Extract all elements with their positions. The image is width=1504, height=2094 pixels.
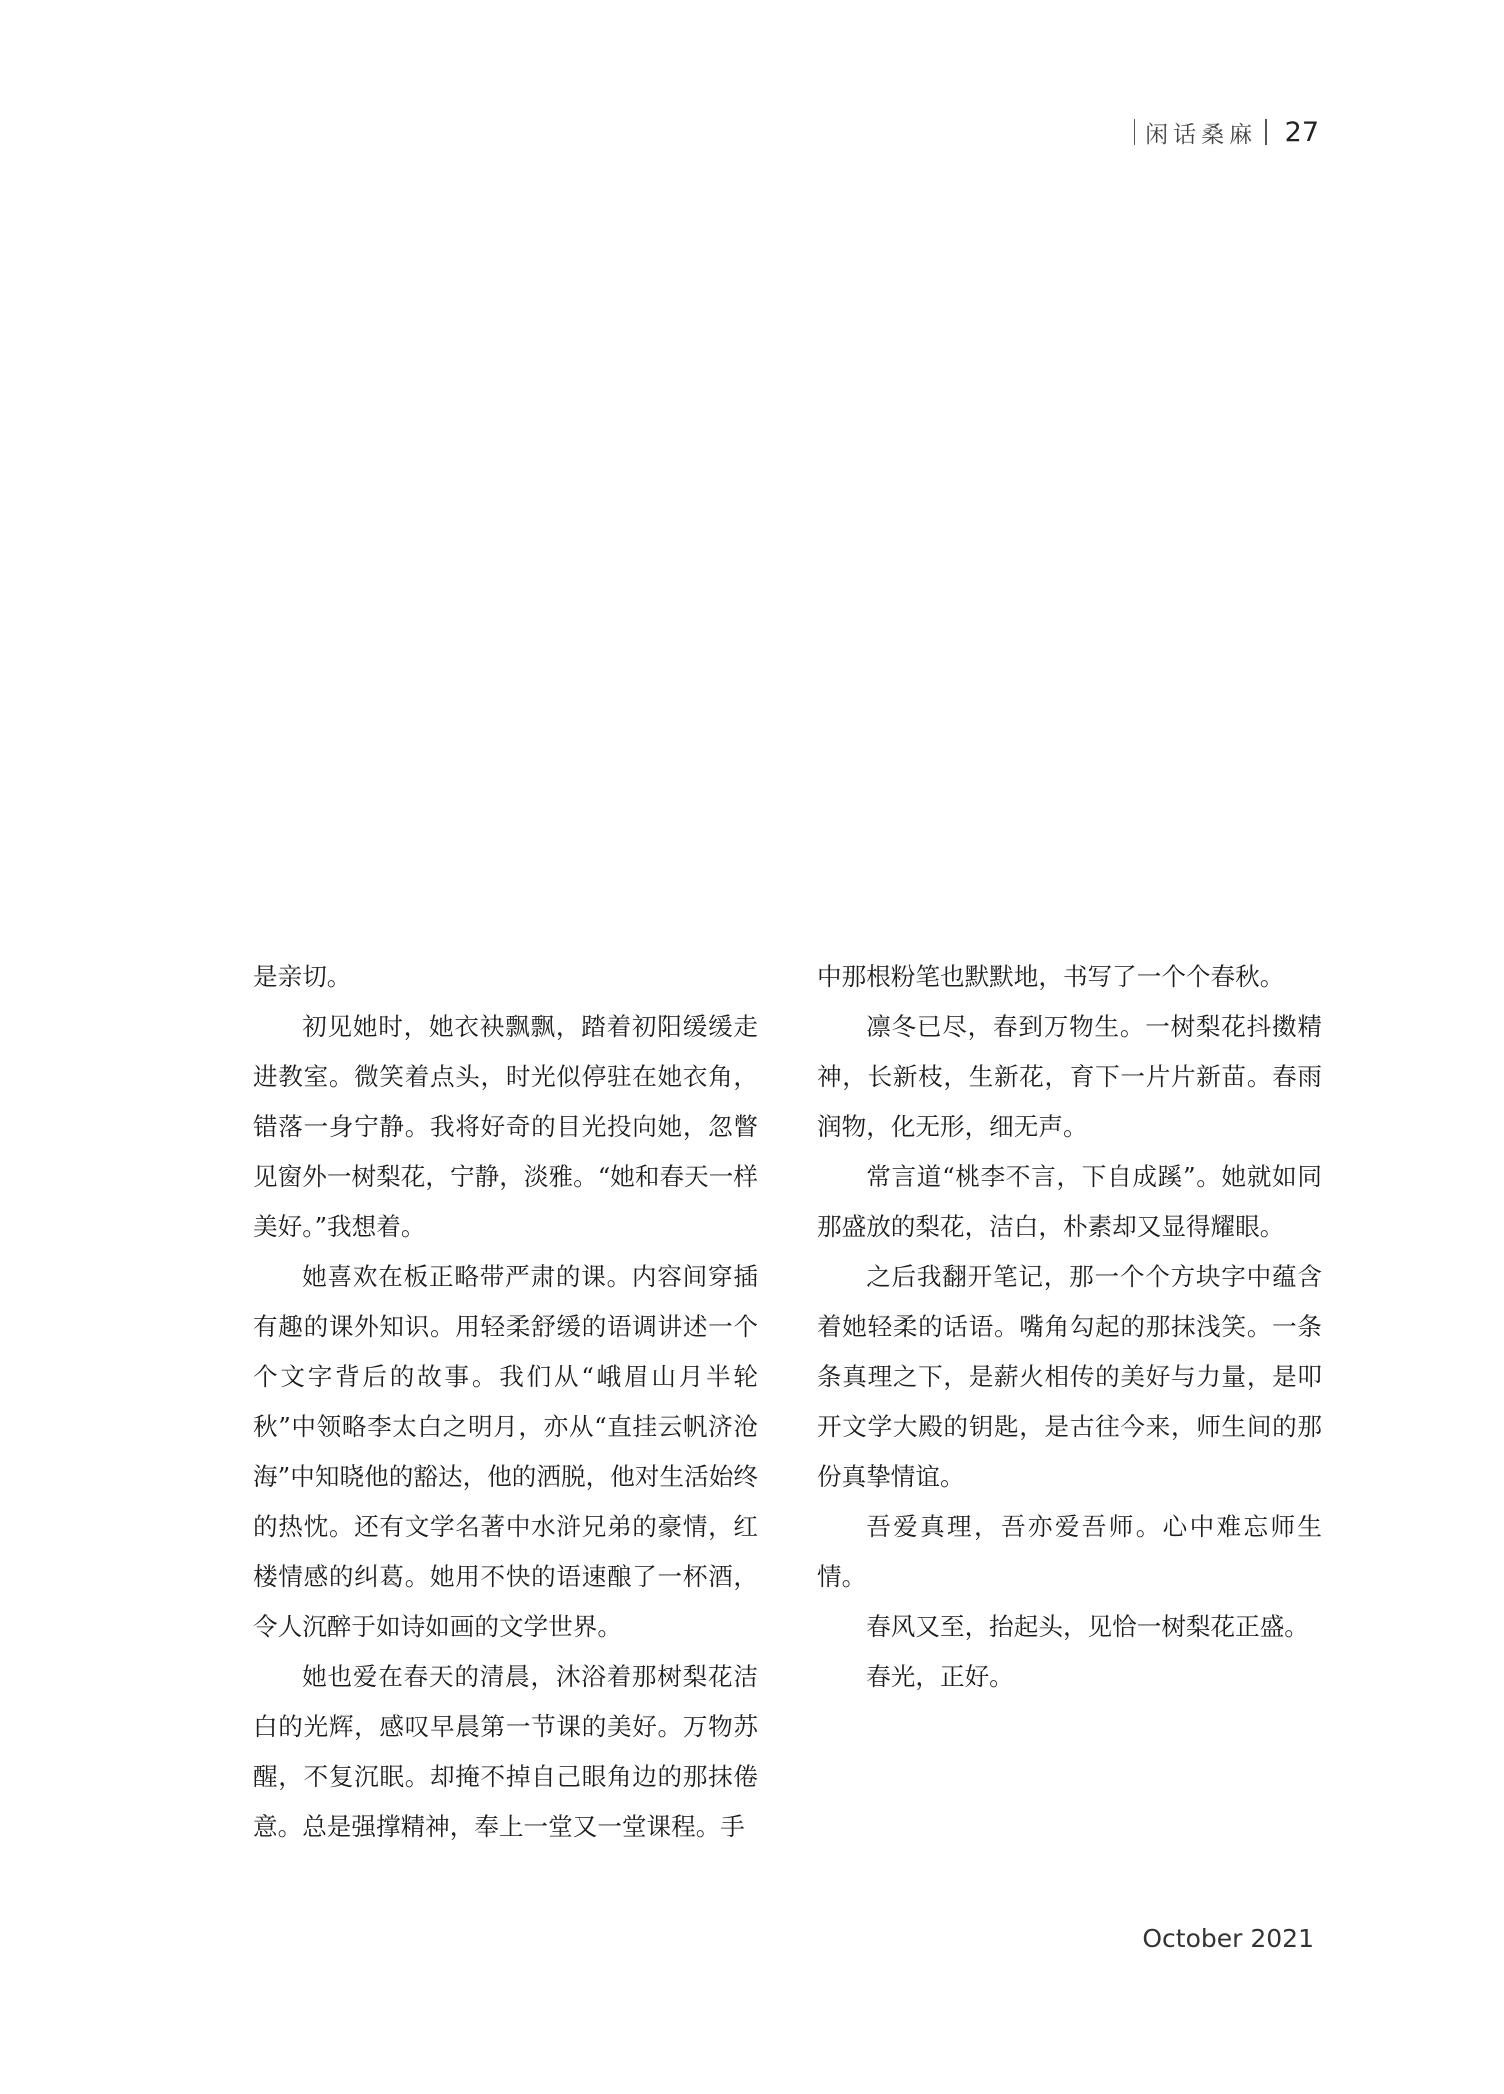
paragraph: 是亲切。 xyxy=(253,962,352,991)
left-text-column xyxy=(253,952,758,1852)
running-header xyxy=(1134,112,1319,152)
paragraph: 春光，正好。 xyxy=(866,1662,1014,1691)
header-divider-right xyxy=(1265,119,1267,145)
paragraph: 之后我翻开笔记，那一个个方块字中蕴含着她轻柔的话语。嘴角勾起的那抹浅笑。一条条真理之下，是薪火相传的美好与力量，是叩开文学大殿的钥匙，是古往今来，师生间的那份真挚情谊。 xyxy=(817,1262,1322,1491)
header-divider-left xyxy=(1134,119,1136,145)
paragraph: 吾爱真理，吾亦爱吾师。心中难忘师生情。 xyxy=(817,1512,1322,1591)
paragraph: 她喜欢在板正略带严肃的课。内容间穿插有趣的课外知识。用轻柔舒缓的语调讲述一个个文字背后的故事。我们从“峨眉山月半轮秋”中领略李太白之明月，亦从“直挂云帆济沧海”中知晓他的豁达，他的洒脱，他对生活始终的热忱。还有文学名著中水浒兄弟的豪情，红楼情感的纠葛。她用不快的语速酿了一杯酒，令人沉醉于如诗如画的文学世界。 xyxy=(253,1262,758,1641)
paragraph: 初见她时，她衣袂飘飘，踏着初阳缓缓走进教室。微笑着点头，时光似停驻在她衣角，错落一身宁静。我将好奇的目光投向她，忽瞥见窗外一树梨花，宁静，淡雅。“她和春天一样美好。”我想着。 xyxy=(253,1012,758,1241)
paragraph: 凛冬已尽，春到万物生。一树梨花抖擞精神，长新枝，生新花，育下一片片新苗。春雨润物，化无形，细无声。 xyxy=(817,1012,1322,1141)
page-number: 27 xyxy=(1284,116,1319,148)
paragraph: 中那根粉笔也默默地，书写了一个个春秋。 xyxy=(817,962,1285,991)
section-title: 闲话桑麻 xyxy=(1145,121,1258,148)
paragraph: 春风又至，抬起头，见恰一树梨花正盛。 xyxy=(866,1612,1309,1641)
paragraph: 她也爱在春天的清晨，沐浴着那树梨花洁白的光辉，感叹早晨第一节课的美好。万物苏醒，不复沉眠。却掩不掉自己眼角边的那抹倦意。总是强撑精神，奉上一堂又一堂课程。手 xyxy=(253,1662,758,1841)
right-text-column xyxy=(817,952,1322,1702)
issue-date: October 2021 xyxy=(1142,1924,1314,1953)
paragraph: 常言道“桃李不言，下自成蹊”。她就如同那盛放的梨花，洁白，朴素却又显得耀眼。 xyxy=(817,1162,1322,1241)
